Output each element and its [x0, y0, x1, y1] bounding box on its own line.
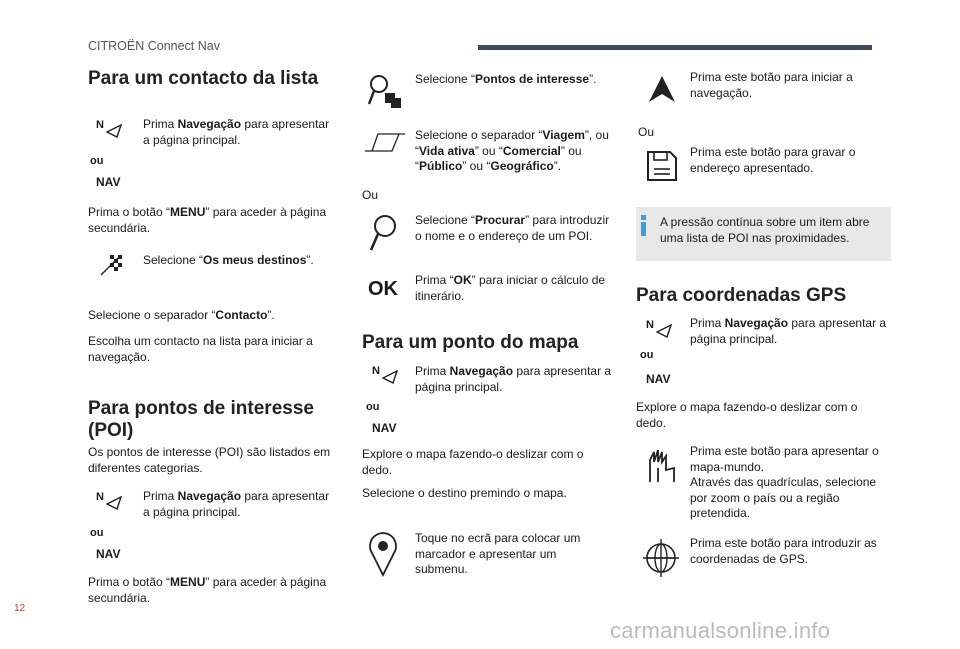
text-ok: Prima “OK” para iniciar o cálculo de itinerário.	[415, 273, 606, 303]
start-navigation-icon	[647, 74, 677, 104]
nav-n-label: N	[372, 365, 380, 377]
world-map-icon	[644, 448, 680, 484]
text-pontos: Selecione “Pontos de interesse”.	[415, 72, 597, 86]
text-menu-2: Prima o botão “MENU” para aceder à página secundária.	[88, 575, 327, 605]
heading-poi: Para pontos de interesse (POI)	[88, 398, 314, 441]
search-icon	[368, 214, 398, 254]
watermark: carmanualsonline.info	[610, 618, 831, 643]
nav-button-icon	[366, 364, 404, 436]
nav-ou-label: ou	[366, 401, 380, 413]
navigation-arrow-icon	[106, 496, 122, 510]
text-escolha: Escolha um contacto na lista para iniciar a navegação.	[88, 334, 313, 364]
checkered-flag-icon	[100, 254, 122, 276]
ok-button-icon: OK	[368, 278, 398, 300]
text-separador: Selecione o separador “Viagem”, ou “Vida ativa” ou “Comercial” ou “Público” ou “Geográfico”.	[415, 128, 609, 174]
nav-n-label: N	[646, 319, 654, 331]
info-icon-bar	[641, 222, 646, 236]
text-contacto: Selecione o separador “Contacto”.	[88, 308, 275, 322]
heading-contacto: Para um contacto da lista	[88, 68, 319, 89]
text-procurar: Selecione “Procurar” para introduzir o nome e o endereço de um POI.	[415, 213, 610, 243]
text-destinos: Selecione “Os meus destinos”.	[143, 253, 314, 267]
text-gravar: Prima este botão para gravar o endereço apresentado.	[690, 145, 856, 175]
text-explore-2: Explore o mapa fazendo-o deslizar com o dedo.	[636, 400, 858, 430]
text-iniciar: Prima este botão para iniciar a navegação.	[690, 70, 853, 100]
nav-label: NAV	[646, 372, 671, 386]
text-nav-3: Prima Navegação para apresentar a página principal.	[415, 364, 612, 394]
save-icon	[646, 150, 678, 182]
nav-button-icon	[90, 490, 128, 562]
info-icon	[641, 215, 646, 220]
nav-label: NAV	[372, 421, 397, 435]
text-explore-1: Explore o mapa fazendo-o deslizar com o dedo.	[362, 447, 584, 477]
text-toque: Toque no ecrã para colocar um marcador e apresentar um submenu.	[415, 531, 581, 577]
nav-button-icon	[90, 118, 128, 190]
text-nav-2: Prima Navegação para apresentar a página principal.	[143, 489, 330, 519]
text-nav-1: Prima Navegação para apresentar a página principal.	[143, 117, 330, 147]
text-ou-2: Ou	[638, 125, 655, 139]
map-pin-icon	[368, 531, 398, 577]
nav-ou-label: ou	[640, 349, 654, 361]
text-menu-1: Prima o botão “MENU” para aceder à página secundária.	[88, 205, 327, 235]
header-bar	[478, 45, 872, 50]
nav-button-icon	[640, 318, 678, 390]
nav-label: NAV	[96, 547, 121, 561]
poi-search-icon	[368, 74, 402, 108]
nav-ou-label: ou	[90, 155, 104, 167]
navigation-arrow-icon	[106, 124, 122, 138]
text-mundo: Prima este botão para apresentar o mapa-mundo. Através das quadrículas, selecione por zoom o país ou a região pretendida.	[690, 444, 879, 521]
gps-globe-icon	[642, 538, 680, 578]
text-poi-intro: Os pontos de interesse (POI) são listados em diferentes categorias.	[88, 445, 331, 475]
text-info: A pressão contínua sobre um item abre uma lista de POI nas proximidades.	[660, 215, 870, 245]
nav-n-label: N	[96, 491, 104, 503]
text-selecione-destino: Selecione o destino premindo o mapa.	[362, 486, 567, 500]
page-number: 12	[14, 603, 26, 614]
running-header: CITROËN Connect Nav	[88, 39, 220, 53]
navigation-arrow-icon	[382, 370, 398, 384]
text-ou: Ou	[362, 188, 379, 202]
text-gps: Prima este botão para introduzir as coordenadas de GPS.	[690, 536, 877, 566]
nav-label: NAV	[96, 175, 121, 189]
tab-separator-icon	[364, 132, 406, 152]
heading-gps: Para coordenadas GPS	[636, 285, 847, 306]
navigation-arrow-icon	[656, 324, 672, 338]
text-nav-4: Prima Navegação para apresentar a página principal.	[690, 316, 887, 346]
heading-mapa: Para um ponto do mapa	[362, 332, 579, 353]
nav-n-label: N	[96, 119, 104, 131]
nav-ou-label: ou	[90, 527, 104, 539]
